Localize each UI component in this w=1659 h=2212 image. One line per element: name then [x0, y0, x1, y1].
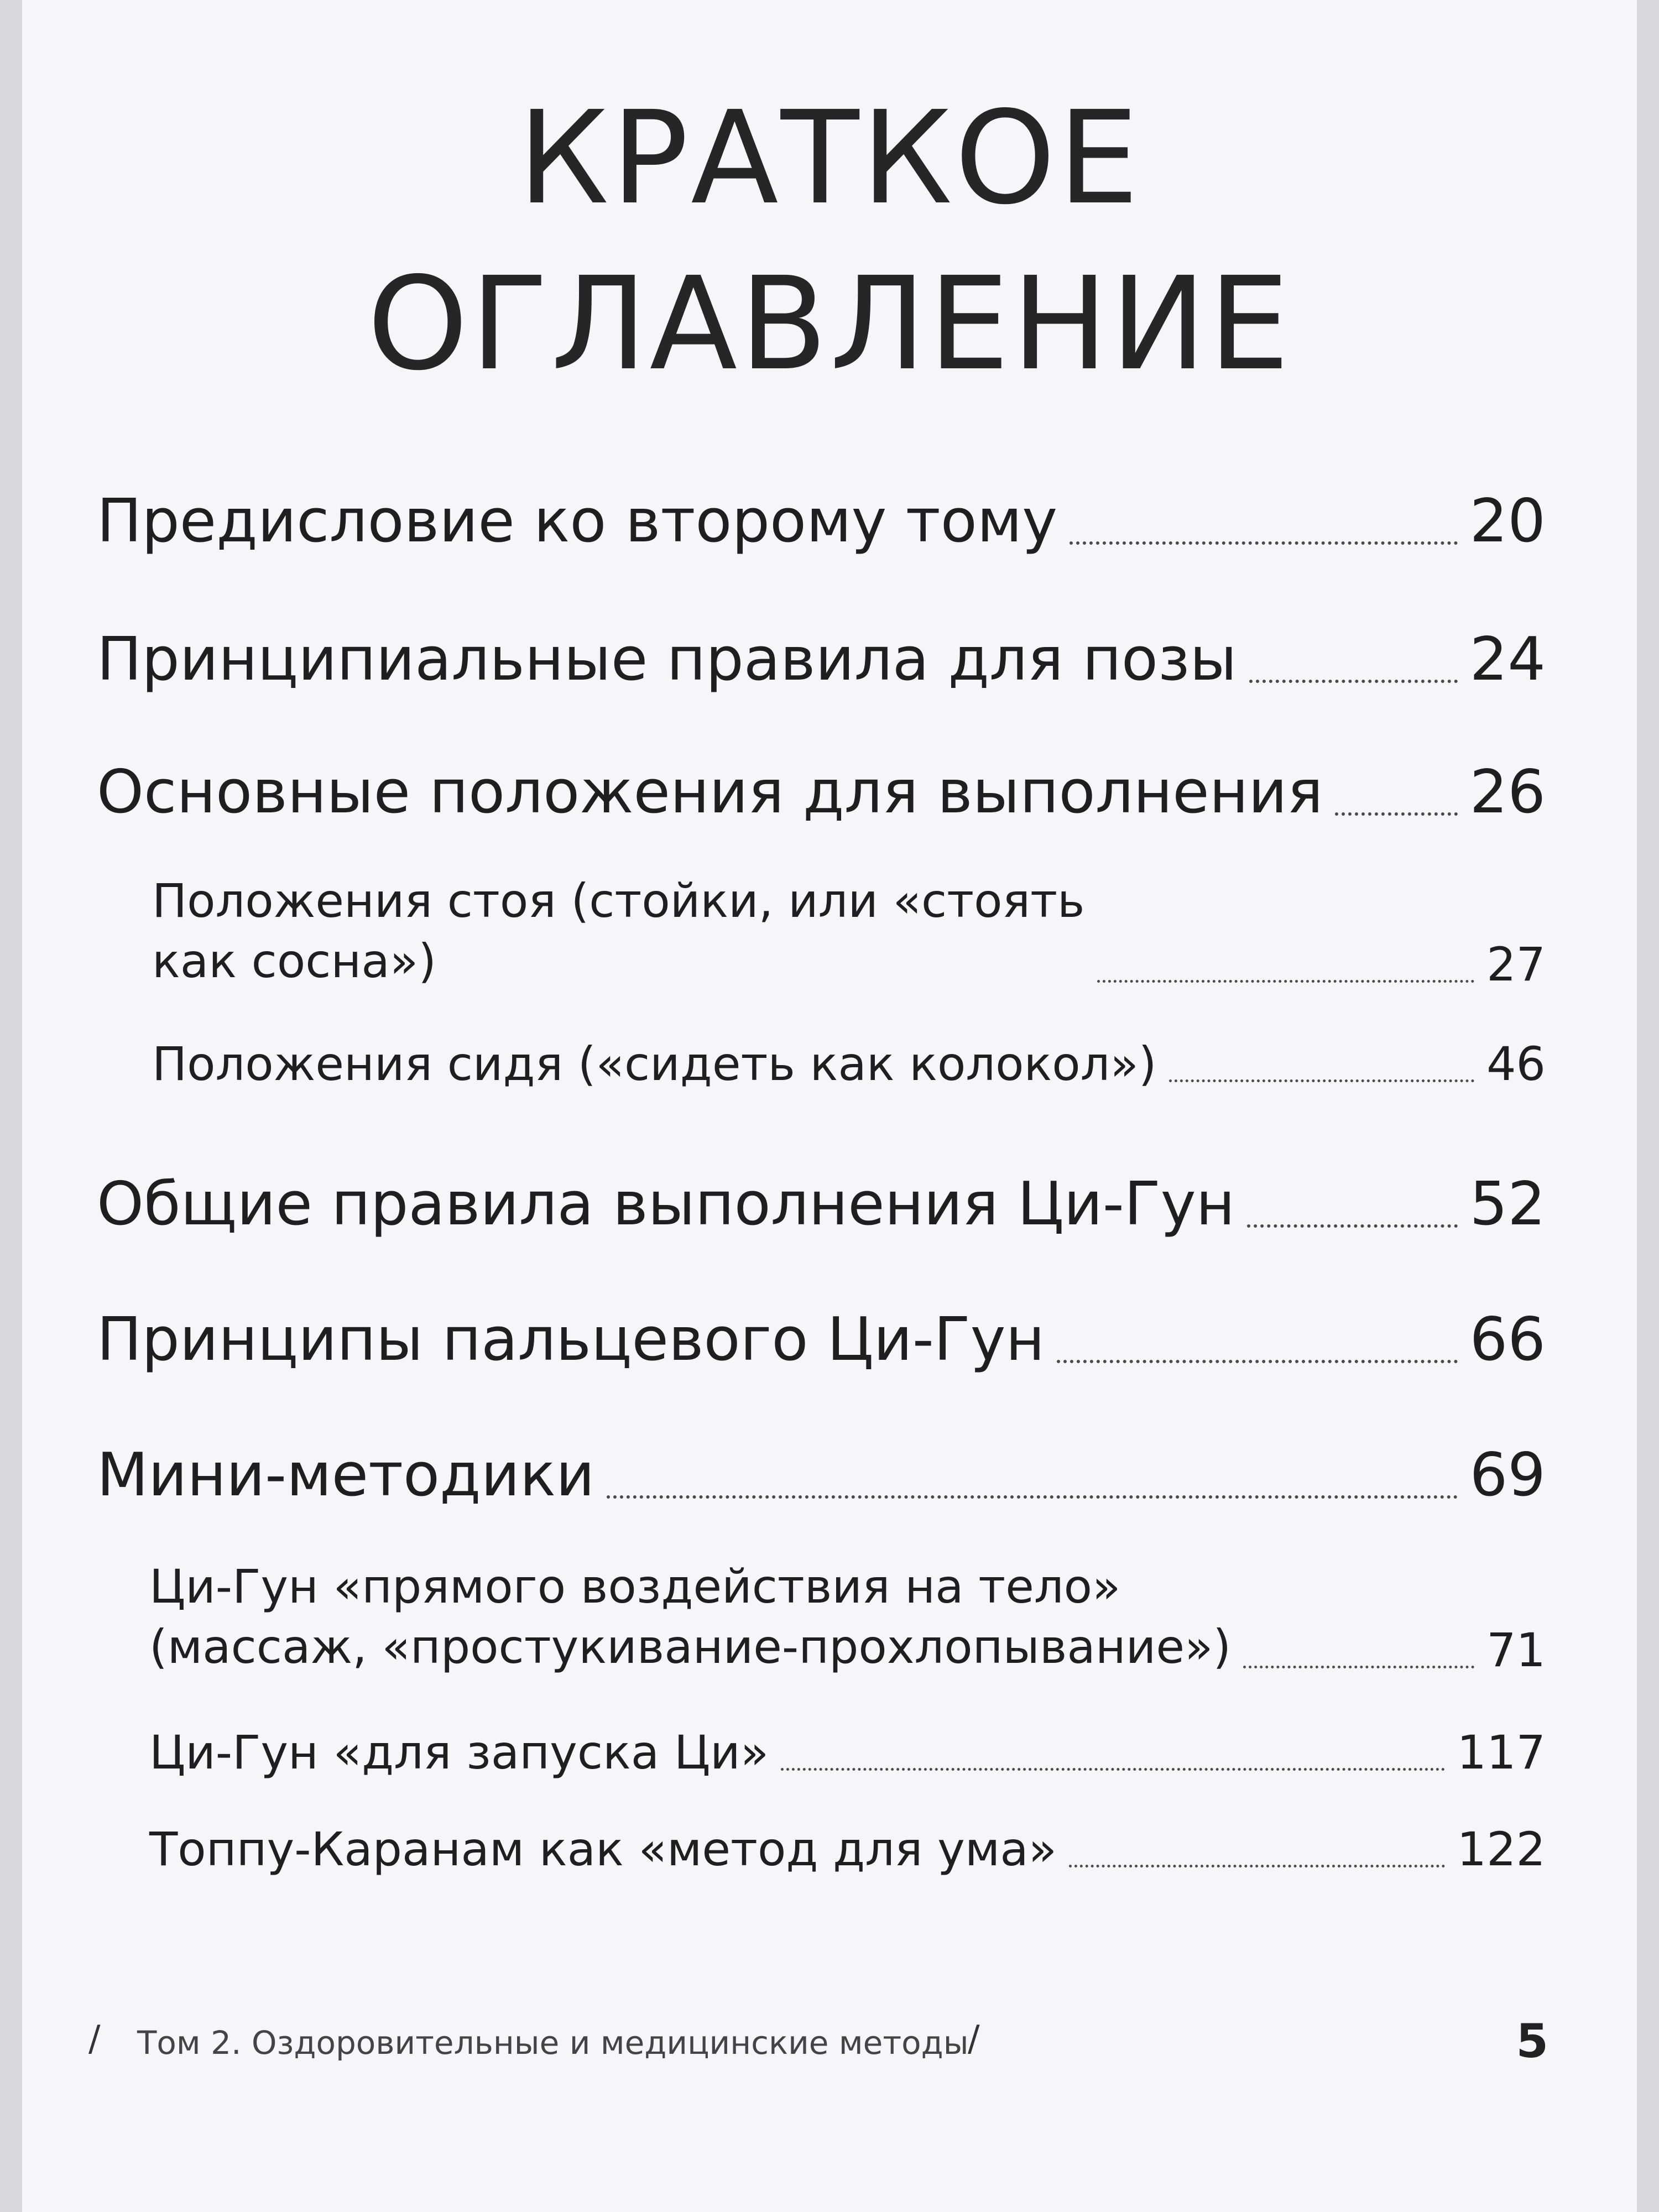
toc-entry-label: Мини-методики	[97, 1441, 595, 1510]
toc-subentry	[152, 871, 1546, 992]
dot-leader	[607, 1495, 1457, 1499]
toc-entry-label: Принципы пальцевого Ци-Гун	[97, 1305, 1045, 1374]
page-title-line-1: КРАТКОЕ	[518, 84, 1141, 233]
dot-leader	[781, 1768, 1445, 1771]
toc-entry-page: 46	[1486, 1037, 1546, 1091]
footer-slash-right: /	[968, 2018, 980, 2059]
dot-leader	[1243, 1666, 1474, 1668]
toc-entry-label: Принципиальные правила для позы	[97, 625, 1237, 694]
toc-entry	[97, 758, 1546, 827]
dot-leader	[1335, 812, 1457, 816]
toc-entry-label: Предисловие ко второму тому	[97, 487, 1058, 556]
dot-leader	[1169, 1079, 1475, 1082]
toc-entry-label: Ци-Гун «прямого воздействия на тело» (массаж, «простукивание-прохлопывание»)	[149, 1559, 1232, 1674]
toc-entry-page: 117	[1457, 1725, 1546, 1780]
toc-entry	[97, 487, 1546, 556]
toc-entry	[97, 1441, 1546, 1510]
toc-entry-label: Основные положения для выполнения	[97, 758, 1323, 827]
toc-entry-page: 24	[1469, 625, 1546, 694]
toc-entry-page: 71	[1486, 1623, 1546, 1678]
toc-entry-page: 20	[1469, 487, 1546, 556]
toc-entry-label: Положения стоя (стойки, или «стоять как сосна»)	[152, 874, 1085, 989]
toc-entry-page: 66	[1469, 1305, 1546, 1374]
page-number: 5	[1516, 2014, 1548, 2068]
toc-entry-label: Ци-Гун «для запуска Ци»	[149, 1725, 769, 1780]
page-footer	[88, 2014, 1548, 2074]
dot-leader	[1070, 541, 1457, 545]
page-title-line-2: ОГЛАВЛЕНИЕ	[367, 249, 1292, 399]
dot-leader	[1097, 980, 1475, 983]
toc-entry-page: 26	[1469, 758, 1546, 827]
toc-entry	[97, 1305, 1546, 1374]
dot-leader	[1249, 680, 1458, 683]
toc-subentry	[152, 1037, 1546, 1091]
dot-leader	[1247, 1224, 1457, 1228]
toc-entry	[97, 625, 1546, 694]
toc-subentry	[149, 1557, 1546, 1677]
toc-subentry	[149, 1725, 1546, 1780]
toc-entry-label: Топпу-Каранам как «метод для ума»	[149, 1822, 1057, 1876]
footer-slash-left: /	[88, 2018, 101, 2059]
toc-entry	[97, 1170, 1546, 1239]
dot-leader	[1069, 1865, 1445, 1867]
toc-entry-page: 122	[1457, 1822, 1546, 1876]
dot-leader	[1057, 1360, 1457, 1363]
toc-entry-page: 69	[1469, 1441, 1546, 1510]
toc-subentry	[149, 1822, 1546, 1876]
toc-entry-page: 52	[1469, 1170, 1546, 1239]
toc-entry-page: 27	[1486, 937, 1546, 992]
footer-running-title: Том 2. Оздоровительные и медицинские методы	[137, 2024, 969, 2062]
toc-entry-label: Положения сидя («сидеть как колокол»)	[152, 1037, 1157, 1091]
toc-entry-label: Общие правила выполнения Ци-Гун	[97, 1170, 1235, 1239]
